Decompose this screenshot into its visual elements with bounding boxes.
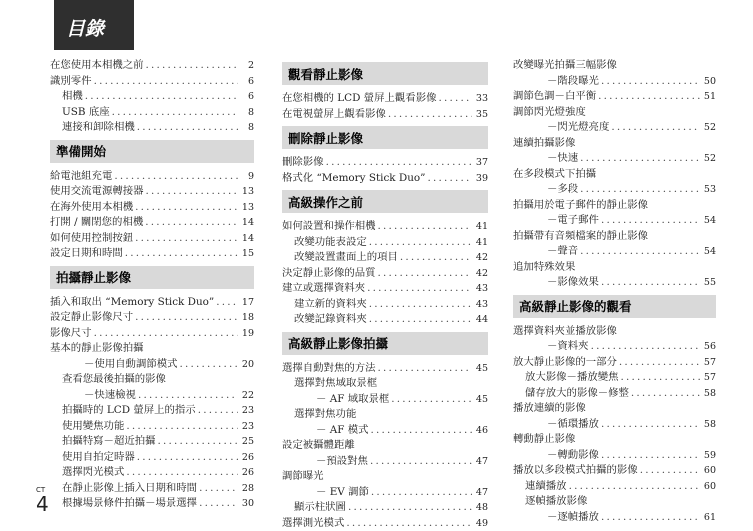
dot-leader: [378, 219, 472, 235]
dot-leader: [126, 419, 238, 435]
dot-leader: [371, 485, 472, 501]
language-code: CT: [36, 486, 49, 494]
toc-entry-title: 選擇資料夾並播放影像: [513, 324, 617, 340]
dot-leader: [114, 169, 238, 185]
toc-entry[interactable]: [282, 469, 488, 485]
toc-entry-title: 放大影像－播放變焦: [525, 370, 619, 386]
dot-leader: [137, 120, 238, 136]
toc-page-number: 58: [702, 417, 716, 433]
dot-leader: [601, 74, 700, 90]
toc-page-number: 13: [240, 184, 254, 200]
toc-entry-title: 改變設置畫面上的項目: [294, 250, 398, 266]
toc-entry[interactable]: [282, 407, 488, 423]
toc-column-1: [50, 58, 254, 512]
dot-leader: [199, 481, 238, 497]
toc-entry[interactable]: [50, 403, 254, 419]
toc-page-number: 6: [240, 74, 254, 90]
toc-page-number: 57: [702, 370, 716, 386]
toc-entry-title: 在靜止影像上插入日期和時間: [62, 481, 197, 497]
toc-entry[interactable]: [513, 401, 716, 417]
toc-entry-title: 轉動靜止影像: [513, 432, 575, 448]
toc-page-number: 9: [240, 169, 254, 185]
toc-page-number: 41: [474, 235, 488, 251]
dot-leader: [369, 297, 472, 313]
toc-entry[interactable]: [282, 423, 488, 439]
toc-entry[interactable]: [513, 324, 716, 340]
toc-entry[interactable]: [50, 184, 254, 200]
toc-entry-title: USB 底座: [62, 105, 110, 121]
page-number: 4: [36, 492, 49, 516]
toc-page-number: 60: [702, 479, 716, 495]
toc-entry[interactable]: [50, 434, 254, 450]
dot-leader: [348, 500, 472, 516]
dot-leader: [598, 89, 700, 105]
toc-page-number: 23: [240, 419, 254, 435]
dot-leader: [216, 295, 238, 311]
dot-leader: [346, 516, 472, 531]
toc-entry-title: － EV 調節: [316, 485, 369, 501]
toc-page-number: 2: [240, 58, 254, 74]
toc-entry-title: 如何使用控制按鈕: [50, 231, 133, 247]
toc-entry[interactable]: [50, 419, 254, 435]
toc-page-number: 55: [702, 275, 716, 291]
toc-page-number: 43: [474, 297, 488, 313]
dot-leader: [438, 91, 472, 107]
toc-page-number: 19: [240, 326, 254, 342]
toc-entry[interactable]: [50, 341, 254, 357]
toc-entry[interactable]: [50, 295, 254, 311]
toc-page-number: 13: [240, 200, 254, 216]
toc-entry-title: 建立新的資料夾: [294, 297, 367, 313]
toc-entry[interactable]: [282, 438, 488, 454]
dot-leader: [369, 235, 472, 251]
toc-entry[interactable]: [513, 151, 716, 167]
toc-entry-title: －階段曝光: [547, 74, 599, 90]
toc-entry-title: －循環播放: [547, 417, 599, 433]
toc-page-number: 14: [240, 215, 254, 231]
toc-entry[interactable]: [513, 58, 716, 74]
dot-leader: [427, 171, 472, 187]
dot-leader: [146, 184, 238, 200]
dot-leader: [370, 454, 472, 470]
toc-entry-title: －轉動影像: [547, 448, 599, 464]
toc-entry-title: 決定靜止影像的品質: [282, 266, 376, 282]
toc-page-number: 26: [240, 450, 254, 466]
toc-page-number: 56: [702, 339, 716, 355]
toc-entry-title: 逐幀播放影像: [525, 494, 587, 510]
dot-leader: [326, 155, 472, 171]
toc-entry-title: 在您使用本相機之前: [50, 58, 144, 74]
dot-leader: [400, 250, 472, 266]
toc-entry[interactable]: [50, 231, 254, 247]
toc-entry-title: －使用自動調節模式: [84, 357, 178, 373]
dot-leader: [371, 423, 473, 439]
toc-entry-title: －快速: [547, 151, 578, 167]
dot-leader: [580, 182, 700, 198]
toc-entry[interactable]: [282, 376, 488, 392]
toc-column-2: [282, 58, 488, 531]
toc-entry[interactable]: [513, 182, 716, 198]
toc-entry[interactable]: [513, 479, 716, 495]
toc-entry[interactable]: [513, 105, 716, 121]
page-footer: [36, 486, 49, 515]
toc-entry[interactable]: [50, 246, 254, 262]
toc-column-3: [513, 58, 716, 525]
toc-page-number: 8: [240, 105, 254, 121]
dot-leader: [126, 465, 238, 481]
toc-entry-title: 設定靜止影像尺寸: [50, 310, 133, 326]
dot-leader: [601, 275, 700, 291]
dot-leader: [137, 450, 238, 466]
dot-leader: [85, 89, 238, 105]
toc-page-number: 14: [240, 231, 254, 247]
dot-leader: [391, 392, 472, 408]
toc-entry[interactable]: [513, 339, 716, 355]
toc-entry-title: 識別零件: [50, 74, 92, 90]
toc-entry[interactable]: [282, 155, 488, 171]
toc-entry[interactable]: [50, 105, 254, 121]
toc-page-number: 33: [474, 91, 488, 107]
section-heading: 高級操作之前: [282, 190, 488, 213]
toc-entry[interactable]: [50, 496, 254, 512]
toc-entry-title: 選擇對焦域取景框: [294, 376, 377, 392]
dot-leader: [580, 244, 700, 260]
toc-entry-title: 建立或選擇資料夾: [282, 281, 365, 297]
toc-entry[interactable]: [513, 120, 716, 136]
toc-entry[interactable]: [50, 481, 254, 497]
toc-page-number: 43: [474, 281, 488, 297]
toc-entry-title: － AF 域取景框: [316, 392, 389, 408]
toc-page-number: 23: [240, 403, 254, 419]
toc-page-number: 47: [474, 485, 488, 501]
toc-entry[interactable]: [50, 357, 254, 373]
toc-entry-title: 在電視螢屏上觀看影像: [282, 107, 386, 123]
toc-entry-title: 調節色調－白平衡: [513, 89, 596, 105]
toc-entry[interactable]: [50, 200, 254, 216]
toc-entry[interactable]: [50, 450, 254, 466]
toc-entry-title: 根據場景條件拍攝－場景選擇: [62, 496, 197, 512]
dot-leader: [378, 361, 472, 377]
dot-leader: [601, 448, 700, 464]
dot-leader: [145, 215, 238, 231]
dot-leader: [580, 151, 700, 167]
toc-entry-title: －聲音: [547, 244, 578, 260]
toc-entry-title: 選擇自動對焦的方法: [282, 361, 376, 377]
toc-entry-title: 連續拍攝影像: [513, 136, 575, 152]
toc-page-number: 51: [702, 89, 716, 105]
toc-page-number: 35: [474, 107, 488, 123]
dot-leader: [640, 463, 700, 479]
toc-page-number: 45: [474, 392, 488, 408]
toc-page-number: 15: [240, 246, 254, 262]
toc-entry-title: 選擇對焦功能: [294, 407, 356, 423]
toc-entry-title: －多段: [547, 182, 578, 198]
toc-entry[interactable]: [50, 89, 254, 105]
toc-page-number: 58: [702, 386, 716, 402]
toc-entry[interactable]: [513, 89, 716, 105]
toc-entry[interactable]: [50, 465, 254, 481]
toc-entry[interactable]: [50, 58, 254, 74]
toc-entry[interactable]: [282, 219, 488, 235]
toc-entry-title: －閃光燈亮度: [547, 120, 609, 136]
toc-page-number: 52: [702, 151, 716, 167]
toc-entry[interactable]: [513, 417, 716, 433]
toc-entry-title: 改變功能表設定: [294, 235, 367, 251]
toc-entry[interactable]: [282, 107, 488, 123]
toc-page-number: 26: [240, 465, 254, 481]
toc-entry-title: －電子郵件: [547, 213, 599, 229]
toc-page-number: 18: [240, 310, 254, 326]
toc-entry[interactable]: [513, 510, 716, 526]
toc-page-number: 22: [240, 388, 254, 404]
toc-page-number: 45: [474, 361, 488, 377]
toc-entry[interactable]: [282, 250, 488, 266]
toc-entry-title: 相機: [62, 89, 83, 105]
toc-entry[interactable]: [50, 120, 254, 136]
toc-entry-title: －資料夾: [547, 339, 589, 355]
toc-page-number: 39: [474, 171, 488, 187]
toc-page-number: 54: [702, 244, 716, 260]
toc-entry[interactable]: [513, 448, 716, 464]
toc-entry-title: 選擇閃光模式: [62, 465, 124, 481]
toc-entry-title: 拍攝用於電子郵件的靜止影像: [513, 198, 648, 214]
toc-page-number: 57: [702, 355, 716, 371]
toc-entry[interactable]: [513, 494, 716, 510]
toc-entry-title: 使用變焦功能: [62, 419, 124, 435]
toc-entry[interactable]: [50, 215, 254, 231]
toc-page-number: 52: [702, 120, 716, 136]
toc-entry-title: 使用交流電源轉接器: [50, 184, 144, 200]
dot-leader: [198, 403, 238, 419]
toc-entry[interactable]: [513, 432, 716, 448]
toc-entry-title: 改變曝光拍攝三幅影像: [513, 58, 617, 74]
toc-page-number: 46: [474, 423, 488, 439]
section-heading: 準備開始: [50, 140, 254, 163]
dot-leader: [158, 434, 238, 450]
toc-entry-title: 連續播放: [525, 479, 567, 495]
dot-leader: [619, 355, 700, 371]
toc-page-number: 54: [702, 213, 716, 229]
toc-entry[interactable]: [282, 361, 488, 377]
toc-entry-title: 如何設置和操作相機: [282, 219, 376, 235]
toc-entry[interactable]: [282, 500, 488, 516]
toc-page-number: 49: [474, 516, 488, 531]
toc-entry[interactable]: [50, 326, 254, 342]
dot-leader: [631, 386, 700, 402]
toc-entry-title: 在您相機的 LCD 螢屏上觀看影像: [282, 91, 436, 107]
dot-leader: [569, 479, 700, 495]
toc-entry[interactable]: [282, 281, 488, 297]
toc-page-number: 48: [474, 500, 488, 516]
toc-entry-title: 拍攝帶有音頻檔案的靜止影像: [513, 229, 648, 245]
toc-entry[interactable]: [282, 312, 488, 328]
toc-entry[interactable]: [513, 136, 716, 152]
toc-entry-title: 影像尺寸: [50, 326, 92, 342]
toc-entry-title: －快速檢視: [84, 388, 136, 404]
toc-entry-title: －預設對焦: [316, 454, 368, 470]
toc-page-number: 47: [474, 454, 488, 470]
toc-page-number: 44: [474, 312, 488, 328]
toc-entry[interactable]: [282, 485, 488, 501]
toc-entry[interactable]: [50, 169, 254, 185]
toc-entry-title: 拍攝特寫－超近拍攝: [62, 434, 156, 450]
toc-entry[interactable]: [50, 74, 254, 90]
toc-entry[interactable]: [513, 229, 716, 245]
toc-page-number: 53: [702, 182, 716, 198]
toc-page-number: 42: [474, 250, 488, 266]
dot-leader: [138, 388, 238, 404]
dot-leader: [378, 266, 472, 282]
toc-entry-title: － AF 模式: [316, 423, 369, 439]
toc-entry-title: 播放連續的影像: [513, 401, 586, 417]
dot-leader: [146, 58, 238, 74]
toc-page-number: 17: [240, 295, 254, 311]
toc-entry-title: 刪除影像: [282, 155, 324, 171]
dot-leader: [135, 231, 238, 247]
dot-leader: [135, 310, 238, 326]
toc-entry-title: 基本的靜止影像拍攝: [50, 341, 144, 357]
section-heading: 高級靜止影像的觀看: [513, 295, 716, 318]
section-heading: 刪除靜止影像: [282, 126, 488, 149]
toc-entry-title: －影像效果: [547, 275, 599, 291]
dot-leader: [112, 105, 238, 121]
dot-leader: [601, 213, 700, 229]
dot-leader: [601, 417, 700, 433]
toc-entry-title: 調節閃光燈強度: [513, 105, 586, 121]
toc-page-number: 61: [702, 510, 716, 526]
toc-entry[interactable]: [282, 392, 488, 408]
section-heading: 高級靜止影像拍攝: [282, 332, 488, 355]
page-title: 目錄: [66, 14, 104, 41]
toc-page-number: 37: [474, 155, 488, 171]
toc-entry-title: 設定被攝體距離: [282, 438, 355, 454]
toc-page-number: 50: [702, 74, 716, 90]
dot-leader: [591, 339, 700, 355]
toc-entry[interactable]: [282, 297, 488, 313]
toc-entry[interactable]: [513, 213, 716, 229]
toc-entry[interactable]: [513, 244, 716, 260]
toc-entry-title: 在海外使用本相機: [50, 200, 133, 216]
toc-page-number: 25: [240, 434, 254, 450]
toc-page-number: 8: [240, 120, 254, 136]
toc-entry[interactable]: [282, 235, 488, 251]
toc-entry[interactable]: [282, 171, 488, 187]
toc-entry-title: 顯示柱狀圖: [294, 500, 346, 516]
toc-entry[interactable]: [50, 310, 254, 326]
toc-entry-title: 調節曝光: [282, 469, 324, 485]
section-heading: 拍攝靜止影像: [50, 266, 254, 289]
toc-entry-title: 打開 / 關閉您的相機: [50, 215, 143, 231]
toc-entry-title: 設定日期和時間: [50, 246, 123, 262]
dot-leader: [601, 510, 700, 526]
dot-leader: [94, 74, 238, 90]
toc-entry[interactable]: [513, 370, 716, 386]
toc-entry-title: 格式化 “Memory Stick Duo”: [282, 171, 425, 187]
toc-entry-title: 插入和取出 “Memory Stick Duo”: [50, 295, 214, 311]
toc-entry[interactable]: [513, 260, 716, 276]
toc-entry-title: 查看您最後拍攝的影像: [62, 372, 166, 388]
toc-entry[interactable]: [50, 388, 254, 404]
dot-leader: [180, 357, 238, 373]
toc-entry[interactable]: [513, 463, 716, 479]
toc-entry[interactable]: [513, 167, 716, 183]
dot-leader: [135, 200, 238, 216]
toc-page-number: 6: [240, 89, 254, 105]
toc-entry-title: －逐幀播放: [547, 510, 599, 526]
toc-entry-title: 選擇測光模式: [282, 516, 344, 531]
section-heading: 觀看靜止影像: [282, 62, 488, 85]
dot-leader: [125, 246, 238, 262]
toc-entry-title: 放大靜止影像的一部分: [513, 355, 617, 371]
toc-entry-title: 在多段模式下拍攝: [513, 167, 596, 183]
toc-entry-title: 使用自拍定時器: [62, 450, 135, 466]
toc-entry[interactable]: [282, 516, 488, 531]
toc-entry-title: 拍攝時的 LCD 螢屏上的指示: [62, 403, 196, 419]
toc-entry[interactable]: [282, 91, 488, 107]
toc-page-number: 41: [474, 219, 488, 235]
dot-leader: [199, 496, 238, 512]
dot-leader: [367, 281, 472, 297]
toc-entry[interactable]: [513, 386, 716, 402]
toc-entry[interactable]: [282, 266, 488, 282]
toc-entry-title: 連接和卸除相機: [62, 120, 135, 136]
toc-page-number: 60: [702, 463, 716, 479]
toc-entry[interactable]: [282, 454, 488, 470]
dot-leader: [388, 107, 472, 123]
toc-entry-title: 改變記錄資料夾: [294, 312, 367, 328]
toc-page-number: 20: [240, 357, 254, 373]
toc-page-number: 59: [702, 448, 716, 464]
toc-page-number: 42: [474, 266, 488, 282]
dot-leader: [94, 326, 238, 342]
toc-entry[interactable]: [513, 275, 716, 291]
toc-page-number: 28: [240, 481, 254, 497]
dot-leader: [621, 370, 700, 386]
toc-entry-title: 播放以多段模式拍攝的影像: [513, 463, 638, 479]
dot-leader: [611, 120, 700, 136]
toc-entry-title: 追加特殊效果: [513, 260, 575, 276]
dot-leader: [369, 312, 472, 328]
toc-entry[interactable]: [50, 372, 254, 388]
toc-entry[interactable]: [513, 74, 716, 90]
toc-entry[interactable]: [513, 198, 716, 214]
toc-page-number: 30: [240, 496, 254, 512]
toc-entry-title: 給電池組充電: [50, 169, 112, 185]
toc-entry-title: 儲存放大的影像－修整: [525, 386, 629, 402]
toc-entry[interactable]: [513, 355, 716, 371]
